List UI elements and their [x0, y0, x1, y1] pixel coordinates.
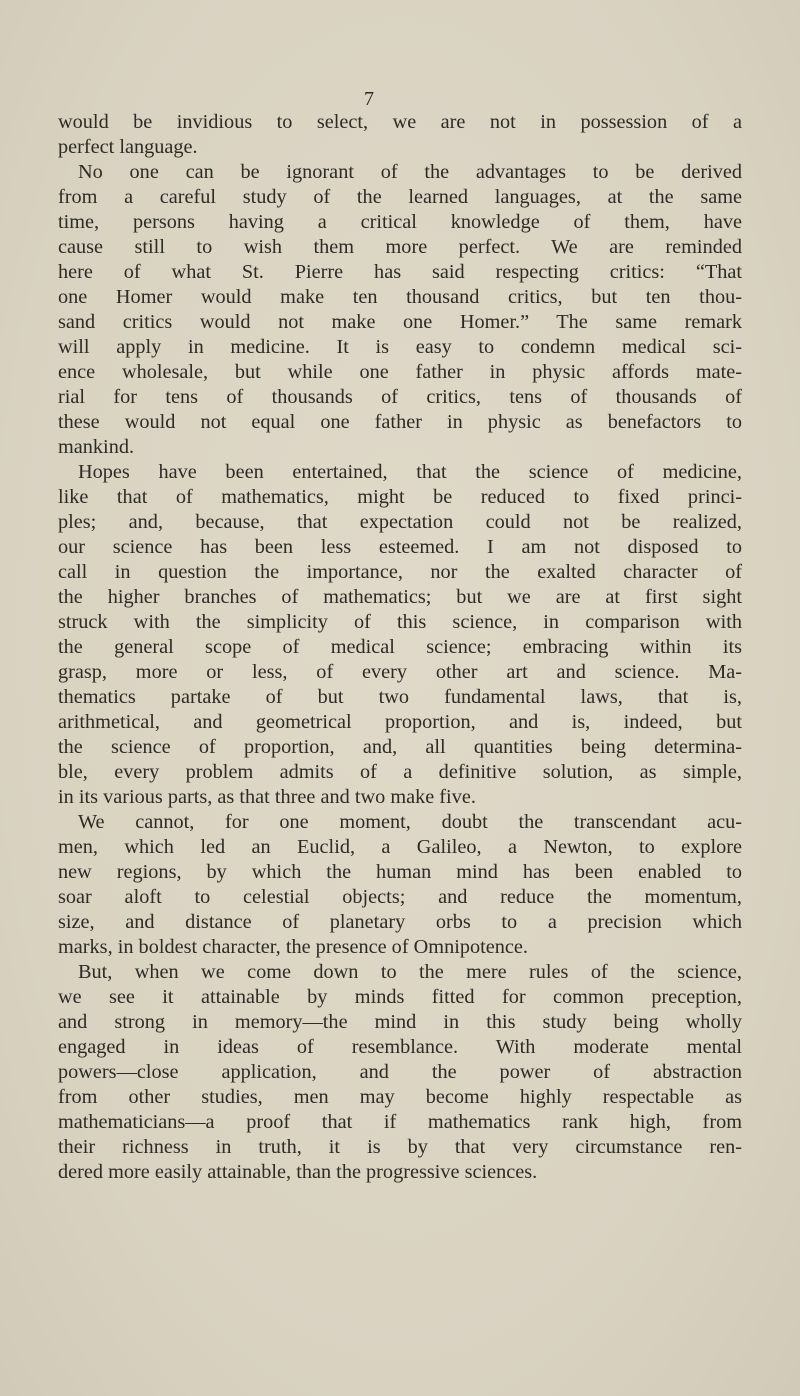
text-line: size, and distance of planetary orbs to a precision which — [58, 911, 742, 933]
text-line: engaged in ideas of resemblance. With moderate mental — [58, 1036, 742, 1058]
text-line: ples; and, because, that expectation could not be realized, — [58, 511, 742, 533]
paragraph — [58, 460, 742, 810]
text-line: and strong in memory—the mind in this study being wholly — [58, 1011, 742, 1033]
text-line: like that of mathematics, might be reduced to fixed princi- — [58, 486, 742, 508]
text-line: arithmetical, and geometrical proportion, and is, indeed, but — [58, 711, 742, 733]
text-line: here of what St. Pierre has said respecting critics: “That — [58, 261, 742, 283]
text-line: the higher branches of mathematics; but we are at first sight — [58, 586, 742, 608]
text-line: ence wholesale, but while one father in physic affords mate- — [58, 361, 742, 383]
text-line: we see it attainable by minds fitted for common preception, — [58, 986, 742, 1008]
text-line: perfect language. — [58, 136, 198, 158]
text-line: one Homer would make ten thousand critics, but ten thou- — [58, 286, 742, 308]
text-line: No one can be ignorant of the advantages to be derived — [78, 161, 742, 183]
text-line: in its various parts, as that three and two make five. — [58, 786, 476, 808]
text-line: these would not equal one father in physic as benefactors to — [58, 411, 742, 433]
text-line: mathematicians—a proof that if mathematics rank high, from — [58, 1111, 742, 1133]
text-line: from a careful study of the learned languages, at the same — [58, 186, 742, 208]
text-line: dered more easily attainable, than the progressive sciences. — [58, 1161, 538, 1183]
text-line: soar aloft to celestial objects; and reduce the momentum, — [58, 886, 742, 908]
paragraph — [58, 810, 742, 960]
paragraph — [58, 160, 742, 460]
text-line: powers—close application, and the power of abstraction — [58, 1061, 742, 1083]
text-line: cause still to wish them more perfect. We are reminded — [58, 236, 742, 258]
text-line: rial for tens of thousands of critics, tens of thousands of — [58, 386, 742, 408]
text-line: from other studies, men may become highly respectable as — [58, 1086, 742, 1108]
text-line: grasp, more or less, of every other art and science. Ma- — [58, 661, 742, 683]
text-line: mankind. — [58, 436, 135, 458]
text-line: the general scope of medical science; embracing within its — [58, 636, 742, 658]
text-line: the science of proportion, and, all quantities being determina- — [58, 736, 742, 758]
text-line: thematics partake of but two fundamental laws, that is, — [58, 686, 742, 708]
body-text — [58, 110, 742, 1185]
text-line: ble, every problem admits of a definitive solution, as simple, — [58, 761, 742, 783]
text-line: sand critics would not make one Homer.” The same remark — [58, 311, 742, 333]
text-line: marks, in boldest character, the presence of Omnipotence. — [58, 936, 528, 958]
text-line: new regions, by which the human mind has been enabled to — [58, 861, 742, 883]
text-line: call in question the importance, nor the exalted character of — [58, 561, 742, 583]
text-line: time, persons having a critical knowledge of them, have — [58, 211, 742, 233]
text-line: our science has been less esteemed. I am not disposed to — [58, 536, 742, 558]
text-line: men, which led an Euclid, a Galileo, a Newton, to explore — [58, 836, 742, 858]
text-line: But, when we come down to the mere rules of the science, — [78, 961, 742, 983]
paragraph — [58, 960, 742, 1185]
text-line: would be invidious to select, we are not in possession of a — [58, 111, 742, 133]
paragraph — [58, 110, 742, 160]
page-number: 7 — [364, 88, 374, 110]
text-line: struck with the simplicity of this science, in comparison with — [58, 611, 742, 633]
text-line: We cannot, for one moment, doubt the transcendant acu- — [78, 811, 742, 833]
text-line: will apply in medicine. It is easy to condemn medical sci- — [58, 336, 742, 358]
text-line: their richness in truth, it is by that very circumstance ren- — [58, 1136, 742, 1158]
text-line: Hopes have been entertained, that the science of medicine, — [78, 461, 742, 483]
